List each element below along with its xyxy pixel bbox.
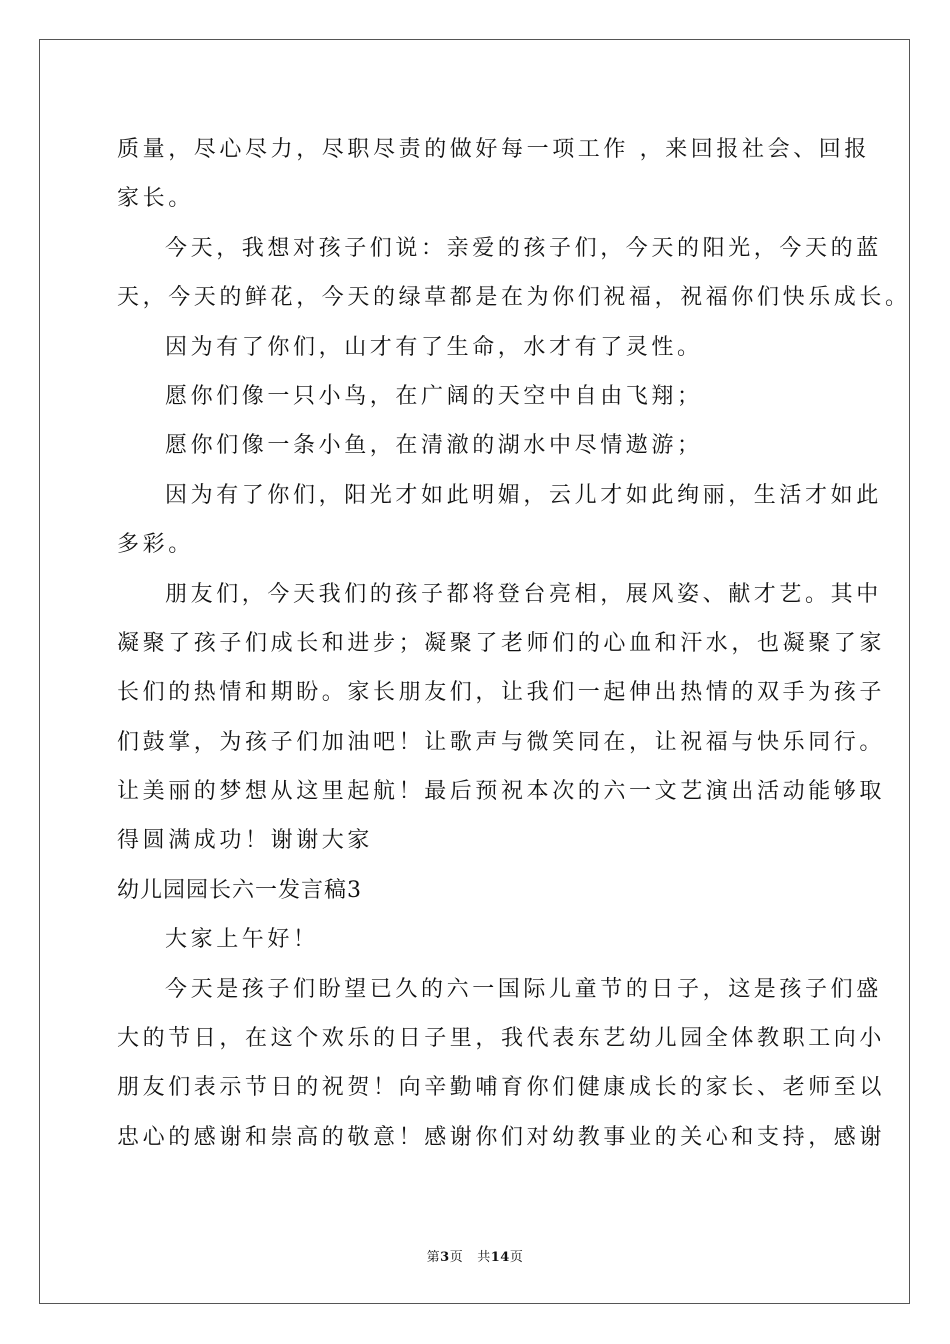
document-body [117,125,911,1162]
footer-page-suffix: 页 [449,1250,464,1265]
text-line: 得圆满成功！谢谢大家 [117,828,374,854]
footer-page-prefix: 第 [426,1250,441,1265]
text-line: 朋友们，今天我们的孩子都将登台亮相，展风姿、献才艺。其中 [165,581,882,607]
text-line: 愿你们像一条小鱼，在清澈的湖水中尽情遨游； [165,433,703,459]
text-line: 家长。 [117,186,194,212]
text-line: 天，今天的鲜花，今天的绿草都是在为你们祝福，祝福你们快乐成长。 [117,285,911,311]
text-line: 质量，尽心尽力，尽职尽责的做好每一项工作 ，来回报社会、回报 [117,137,870,162]
text-line: 大的节日，在这个欢乐的日子里，我代表东艺幼儿园全体教职工向小 [117,1026,886,1052]
text-line: 今天是孩子们盼望已久的六一国际儿童节的日子，这是孩子们盛 [165,976,882,1002]
text-line: 因为有了你们，阳光才如此明媚，云儿才如此绚丽，生活才如此 [165,482,882,508]
text-line: 忠心的感谢和崇高的敬意！感谢你们对幼教事业的关心和支持，感谢 [117,1124,886,1150]
footer-total-suffix: 页 [509,1250,524,1265]
text-line: 大家上午好！ [165,927,319,953]
footer-total-number: 14 [490,1250,510,1265]
text-line: 让美丽的梦想从这里起航！最后预祝本次的六一文艺演出活动能够取 [117,779,886,805]
footer-page-number: 3 [440,1250,450,1265]
page-footer [0,1246,950,1265]
footer-total-prefix: 共 [477,1250,491,1265]
text-line: 因为有了你们，山才有了生命，水才有了灵性。 [165,334,703,360]
section-heading: 幼儿园园长六一发言稿3 [117,877,362,903]
text-line: 愿你们像一只小鸟，在广阔的天空中自由飞翔； [165,383,703,409]
text-line: 凝聚了孩子们成长和进步；凝聚了老师们的心血和汗水，也凝聚了家 [117,630,886,656]
text-line: 朋友们表示节日的祝贺！向辛勤哺育你们健康成长的家长、老师至以 [117,1075,886,1101]
text-line: 多彩。 [117,532,194,558]
text-line: 今天，我想对孩子们说：亲爱的孩子们，今天的阳光，今天的蓝 [165,235,882,261]
text-line: 们鼓掌，为孩子们加油吧！让歌声与微笑同在，让祝福与快乐同行。 [117,729,886,755]
text-line: 长们的热情和期盼。家长朋友们，让我们一起伸出热情的双手为孩子 [117,680,886,706]
